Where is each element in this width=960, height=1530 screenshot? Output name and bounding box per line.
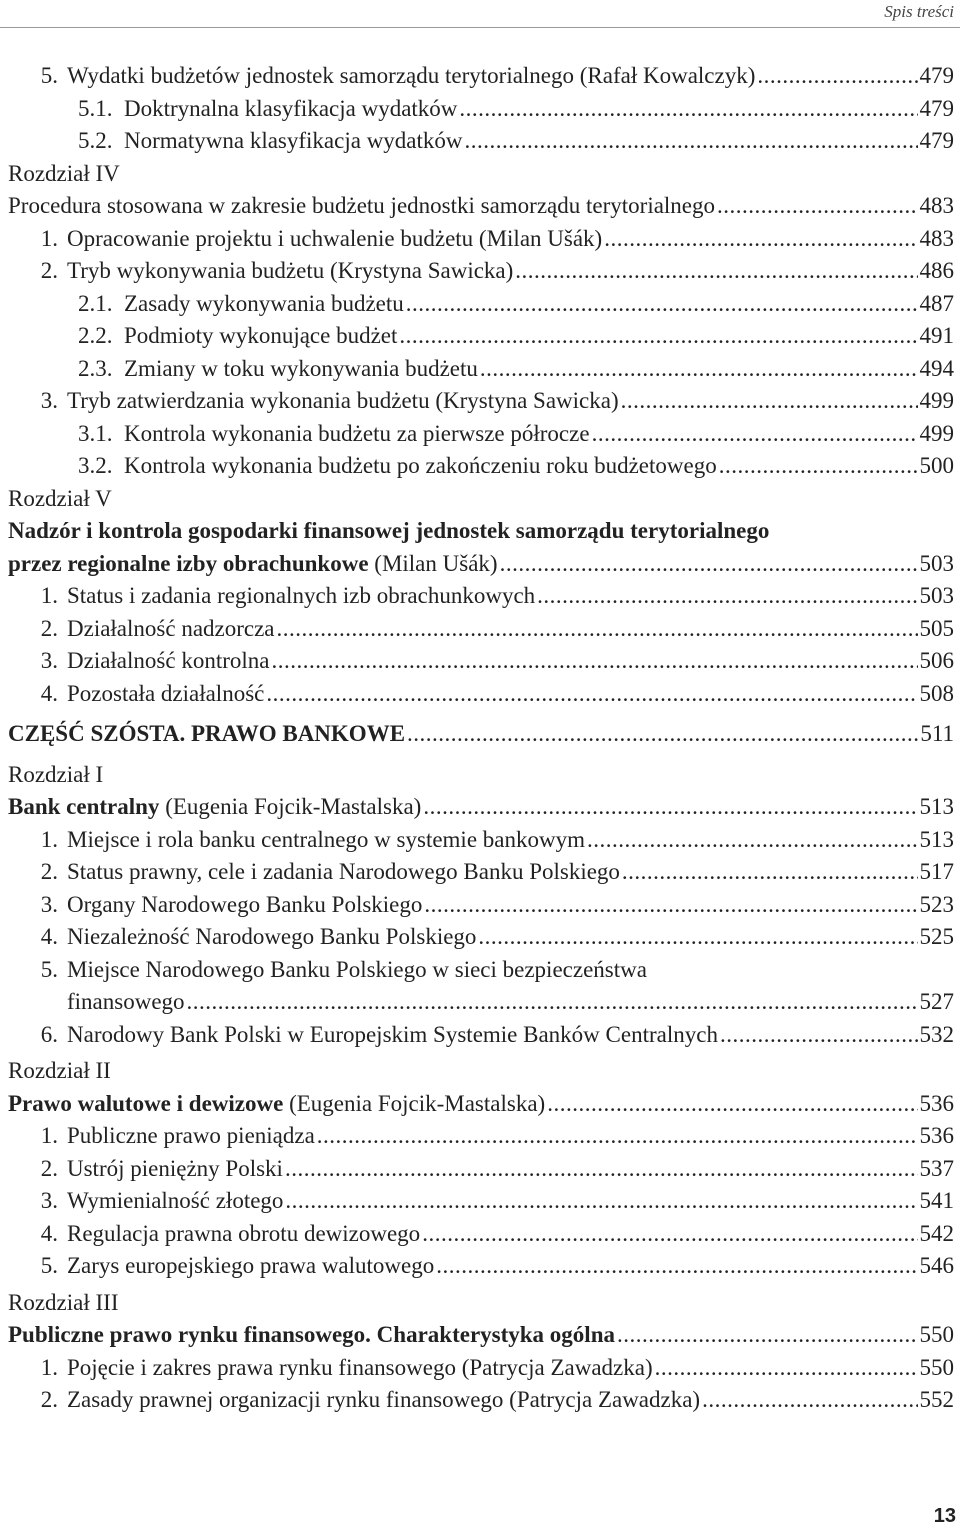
entry-number: 3. [40,388,58,413]
entry-number: 4. [40,924,58,949]
entry-page: 486 [919,258,954,283]
entry-title: Status prawny, cele i zadania Narodowego Banku Polskiego [67,859,620,884]
leader-dots [604,223,917,256]
leader-dots [592,418,918,451]
entry-page: 491 [919,323,954,348]
entry-page: 523 [919,891,954,917]
entry-page: 527 [919,989,954,1014]
leader-dots [187,986,918,1019]
toc-entry [8,320,954,353]
entry-title: Kontrola wykonania budżetu za pierwsze półrocze [124,420,590,446]
entry-number: 1. [40,1123,58,1148]
toc-entry [8,385,954,418]
entry-page: 479 [919,63,954,88]
entry-number: 1. [40,1354,58,1380]
chapter-heading: Rozdział III [8,1289,119,1315]
chapter-heading: Rozdział I [8,761,104,787]
leader-dots [271,645,917,678]
entry-number: 2. [40,1155,58,1181]
toc-entry [8,353,954,386]
chapter-title-entry [8,791,954,824]
chapter-title: Procedura stosowana w zakresie budżetu jednostki samorządu terytorialnego [8,193,716,218]
entry-title: Miejsce i rola banku centralnego w systemie bankowym [67,826,585,852]
entry-number: 2. [40,859,58,884]
entry-number: 4. [40,1220,58,1246]
entry-page: 550 [919,1322,954,1347]
chapter-title: Bank centralny [8,794,160,819]
entry-title: Tryb zatwierdzania wykonania budżetu (Krystyna Sawicka) [67,388,619,413]
leader-dots [480,353,918,386]
entry-number: 3.1. [78,420,113,446]
leader-dots [617,1319,918,1352]
toc-entry [8,824,954,857]
toc-entry [8,1019,954,1052]
part-title-entry [8,718,954,751]
entry-title: Kontrola wykonania budżetu po zakończeniu roku budżetowego [124,453,717,478]
entry-number: 3. [40,1188,58,1213]
entry-page: 536 [919,1123,954,1148]
entry-number: 5. [40,956,58,982]
entry-page: 503 [919,583,954,608]
leader-dots [277,613,918,646]
chapter-heading: Rozdział IV [8,160,120,186]
table-of-contents [8,60,954,1417]
entry-page: 500 [919,453,954,478]
entry-number: 5.2. [78,128,113,153]
entry-title: Ustrój pieniężny Polski [67,1155,283,1181]
leader-dots [285,1153,918,1186]
entry-number: 2. [40,258,58,283]
toc-entry [8,60,954,93]
chapter-title: Publiczne prawo rynku finansowego. Charakterystyka ogólna [8,1322,615,1347]
entry-title: Pojęcie i zakres prawa rynku finansowego (Patrycja Zawadzka) [67,1354,653,1380]
chapter-title-entry [8,190,954,223]
entry-title: Miejsce Narodowego Banku Polskiego w sieci bezpieczeństwa [67,956,647,982]
entry-title: Publiczne prawo pieniądza [67,1123,315,1148]
leader-dots [465,125,918,158]
chapter-title-entry [8,1319,954,1352]
entry-number: 5.1. [78,95,113,121]
leader-dots [285,1185,917,1218]
leader-dots [622,856,918,889]
leader-dots [720,1019,918,1052]
toc-entry [8,1120,954,1153]
leader-dots [515,255,917,288]
entry-number: 1. [40,225,58,251]
chapter-title: przez regionalne izby obrachunkowe [8,550,369,576]
leader-dots [424,889,917,922]
header-rule [0,27,960,28]
leader-dots [317,1120,918,1153]
leader-dots [717,190,917,223]
toc-entry [8,288,954,321]
entry-number: 3. [40,648,58,673]
entry-number: 4. [40,680,58,706]
entry-title: Doktrynalna klasyfikacja wydatków [124,95,458,121]
toc-entry [8,889,954,922]
entry-title: Status i zadania regionalnych izb obrachunkowych [67,583,536,608]
leader-dots [537,580,917,613]
entry-page: 479 [919,128,954,153]
toc-entry [8,1352,954,1385]
chapter-title: Nadzór i kontrola gospodarki finansowej jednostek samorządu terytorialnego [8,518,770,543]
entry-page: 508 [919,680,954,706]
entry-number: 2. [40,615,58,641]
entry-page: 494 [919,355,954,381]
entry-page: 479 [919,95,954,121]
leader-dots [436,1250,917,1283]
entry-page: 536 [919,1090,954,1116]
toc-entry [8,255,954,288]
entry-title: Działalność kontrolna [67,648,270,673]
leader-dots [422,1218,917,1251]
leader-dots [702,1384,917,1417]
entry-page: 513 [919,826,954,852]
entry-title: Tryb wykonywania budżetu (Krystyna Sawicka) [67,258,514,283]
entry-page: 487 [919,290,954,316]
entry-page: 525 [919,924,954,949]
toc-entry [8,856,954,889]
leader-dots [423,791,917,824]
leader-dots [621,385,918,418]
entry-number: 5. [40,1253,58,1278]
toc-entry-continuation [8,986,954,1019]
entry-page: 499 [919,388,954,413]
entry-page: 532 [919,1021,954,1047]
entry-title: Wydatki budżetów jednostek samorządu terytorialnego (Rafał Kowalczyk) [67,63,756,88]
toc-entry [8,613,954,646]
page-number: 13 [933,1505,956,1527]
toc-entry [8,580,954,613]
entry-page: 552 [919,1387,954,1412]
entry-title: Normatywna klasyfikacja wydatków [124,128,463,153]
leader-dots [407,718,918,751]
entry-page: 499 [919,420,954,446]
leader-dots [587,824,918,857]
entry-number: 2.2. [78,323,113,348]
entry-number: 3.2. [78,453,113,478]
entry-title: Zasady prawnej organizacji rynku finansowego (Patrycja Zawadzka) [67,1387,701,1412]
entry-title: finansowego [67,989,185,1014]
entry-page: 541 [919,1188,954,1213]
chapter-title-entry [8,1088,954,1121]
entry-page: 546 [919,1253,954,1278]
leader-dots [459,93,917,126]
leader-dots [478,921,917,954]
entry-page: 506 [919,648,954,673]
chapter-author: (Milan Ušák) [368,550,498,576]
chapter-title: Prawo walutowe i dewizowe [8,1090,284,1116]
toc-entry [8,921,954,954]
toc-entry [8,418,954,451]
entry-number-spacer [8,986,67,1019]
entry-title: Organy Narodowego Banku Polskiego [67,891,423,917]
entry-number: 5. [40,63,58,88]
leader-dots [399,320,917,353]
entry-title: Narodowy Bank Polski w Europejskim Systemie Banków Centralnych [67,1021,718,1047]
entry-page: 550 [919,1354,954,1380]
entry-page: 511 [920,721,954,746]
leader-dots [500,548,918,581]
entry-title: Zasady wykonywania budżetu [124,290,404,316]
entry-number: 1. [40,583,58,608]
toc-entry [8,1250,954,1283]
entry-number: 2.1. [78,290,113,316]
toc-entry [8,450,954,483]
leader-dots [266,678,917,711]
entry-number: 6. [40,1021,58,1047]
entry-page: 513 [919,794,954,819]
entry-page: 517 [919,859,954,884]
entry-title: Niezależność Narodowego Banku Polskiego [67,924,477,949]
chapter-author: (Eugenia Fojcik-Mastalska) [159,794,422,819]
running-header: Spis treści [884,2,954,21]
entry-page: 483 [919,193,954,218]
leader-dots [406,288,918,321]
toc-entry [8,125,954,158]
entry-title: Pozostała działalność [67,680,265,706]
chapter-heading: Rozdział V [8,485,112,511]
toc-entry [8,1153,954,1186]
entry-title: Regulacja prawna obrotu dewizowego [67,1220,421,1246]
entry-number: 2. [40,1387,58,1412]
leader-dots [547,1088,917,1121]
entry-title: Zmiany w toku wykonywania budżetu [124,355,478,381]
toc-entry [8,678,954,711]
toc-entry [8,954,954,987]
leader-dots [757,60,917,93]
entry-title: Opracowanie projektu i uchwalenie budżetu (Milan Ušák) [67,225,603,251]
entry-title: Wymienialność złotego [67,1188,284,1213]
leader-dots [655,1352,918,1385]
entry-title: Zarys europejskiego prawa walutowego [67,1253,435,1278]
entry-number: 2.3. [78,355,113,381]
entry-page: 505 [919,615,954,641]
toc-entry [8,1218,954,1251]
chapter-title-entry [8,548,954,581]
entry-page: 483 [919,225,954,251]
toc-entry [8,645,954,678]
toc-entry [8,1384,954,1417]
entry-number: 3. [40,891,58,917]
entry-page: 537 [919,1155,954,1181]
chapter-heading: Rozdział II [8,1058,111,1083]
entry-title: Podmioty wykonujące budżet [124,323,398,348]
entry-title: Działalność nadzorcza [67,615,275,641]
entry-page: 503 [919,550,954,576]
leader-dots [719,450,918,483]
part-title: CZĘŚĆ SZÓSTA. PRAWO BANKOWE [8,721,406,746]
toc-entry [8,223,954,256]
entry-page: 542 [919,1220,954,1246]
toc-entry [8,93,954,126]
entry-number: 1. [40,826,58,852]
chapter-author: (Eugenia Fojcik-Mastalska) [283,1090,546,1116]
toc-entry [8,1185,954,1218]
